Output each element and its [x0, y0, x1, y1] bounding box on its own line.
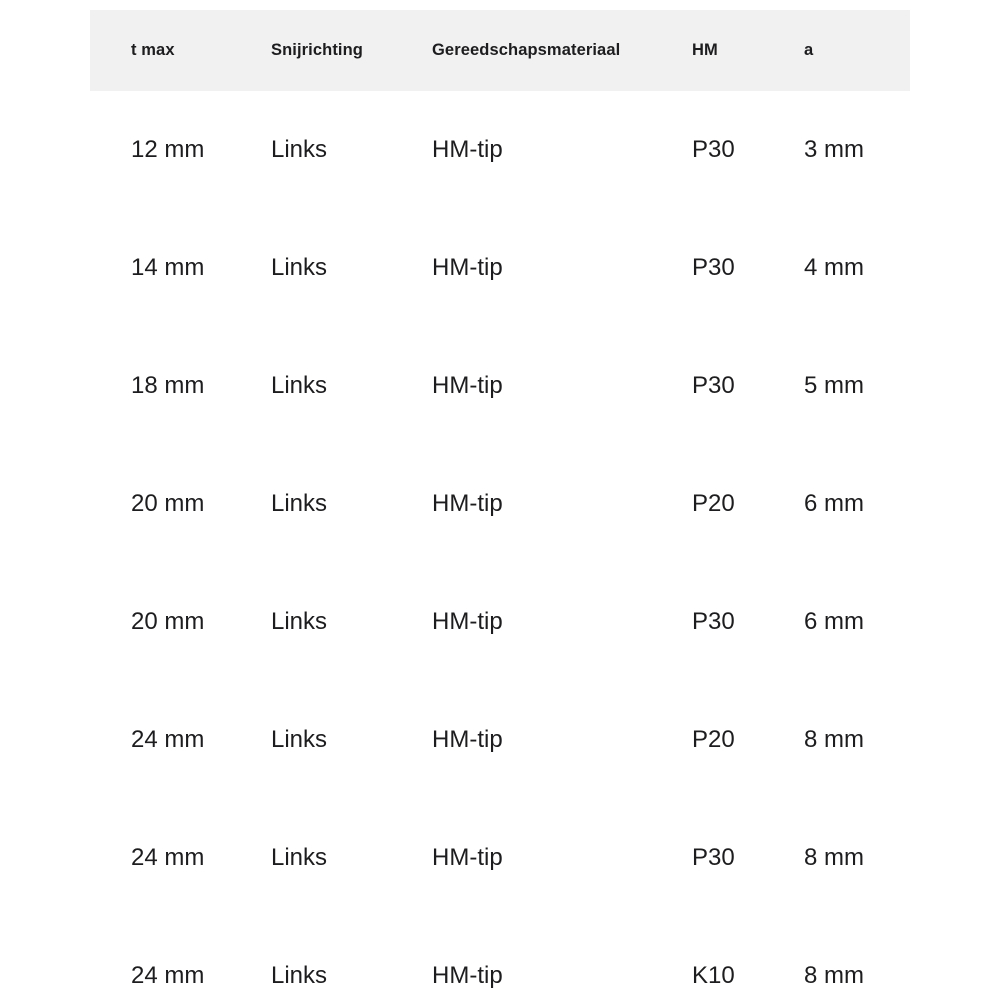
- table-header: [90, 10, 910, 91]
- table-cell: 18 mm: [131, 372, 205, 399]
- table-cell: HM-tip: [432, 136, 503, 163]
- table-header-row: [90, 10, 910, 91]
- table-cell: HM-tip: [432, 372, 503, 399]
- table-cell: 20 mm: [131, 608, 205, 635]
- column-header-t-max: t max: [131, 41, 175, 59]
- table-cell: K10: [692, 962, 735, 989]
- table-cell: 8 mm: [804, 844, 864, 871]
- column-header-hm: HM: [692, 41, 718, 59]
- table-row: [90, 209, 910, 327]
- table-cell: Links: [271, 136, 328, 163]
- column-header-snijrichting: Snijrichting: [271, 41, 363, 59]
- table-row: [90, 681, 910, 799]
- table-cell: P30: [692, 254, 735, 281]
- table-cell: HM-tip: [432, 844, 503, 871]
- column-header-a: a: [804, 41, 814, 59]
- table-cell: 4 mm: [804, 254, 864, 281]
- table-cell: P30: [692, 136, 735, 163]
- table-row: [90, 445, 910, 563]
- table-row: [90, 799, 910, 917]
- table-cell: 24 mm: [131, 726, 205, 753]
- table-cell: 14 mm: [131, 254, 205, 281]
- table-cell: Links: [271, 372, 328, 399]
- table-cell: HM-tip: [432, 608, 503, 635]
- table-cell: Links: [271, 962, 328, 989]
- column-header-gereedschapsmateriaal: Gereedschapsmateriaal: [432, 41, 621, 59]
- spec-table: [90, 10, 910, 1000]
- table-row: [90, 327, 910, 445]
- table-cell: HM-tip: [432, 962, 503, 989]
- table-row: [90, 917, 910, 1000]
- table-cell: 12 mm: [131, 136, 205, 163]
- table-cell: Links: [271, 608, 328, 635]
- table-cell: 5 mm: [804, 372, 864, 399]
- table-cell: 24 mm: [131, 844, 205, 871]
- table-cell: P20: [692, 490, 735, 517]
- table-cell: Links: [271, 254, 328, 281]
- table-cell: P20: [692, 726, 735, 753]
- table-cell: Links: [271, 490, 328, 517]
- table-cell: 8 mm: [804, 962, 864, 989]
- table-cell: 6 mm: [804, 490, 864, 517]
- table-cell: HM-tip: [432, 490, 503, 517]
- table-cell: HM-tip: [432, 254, 503, 281]
- table-cell: Links: [271, 726, 328, 753]
- table-body: [90, 91, 910, 1000]
- table-row: [90, 91, 910, 209]
- table-cell: P30: [692, 372, 735, 399]
- table-cell: 24 mm: [131, 962, 205, 989]
- spec-table-container: [90, 10, 910, 1000]
- table-row: [90, 563, 910, 681]
- table-cell: 20 mm: [131, 490, 205, 517]
- table-cell: 3 mm: [804, 136, 864, 163]
- table-cell: P30: [692, 844, 735, 871]
- table-cell: 6 mm: [804, 608, 864, 635]
- table-cell: HM-tip: [432, 726, 503, 753]
- table-cell: P30: [692, 608, 735, 635]
- table-cell: 8 mm: [804, 726, 864, 753]
- table-cell: Links: [271, 844, 328, 871]
